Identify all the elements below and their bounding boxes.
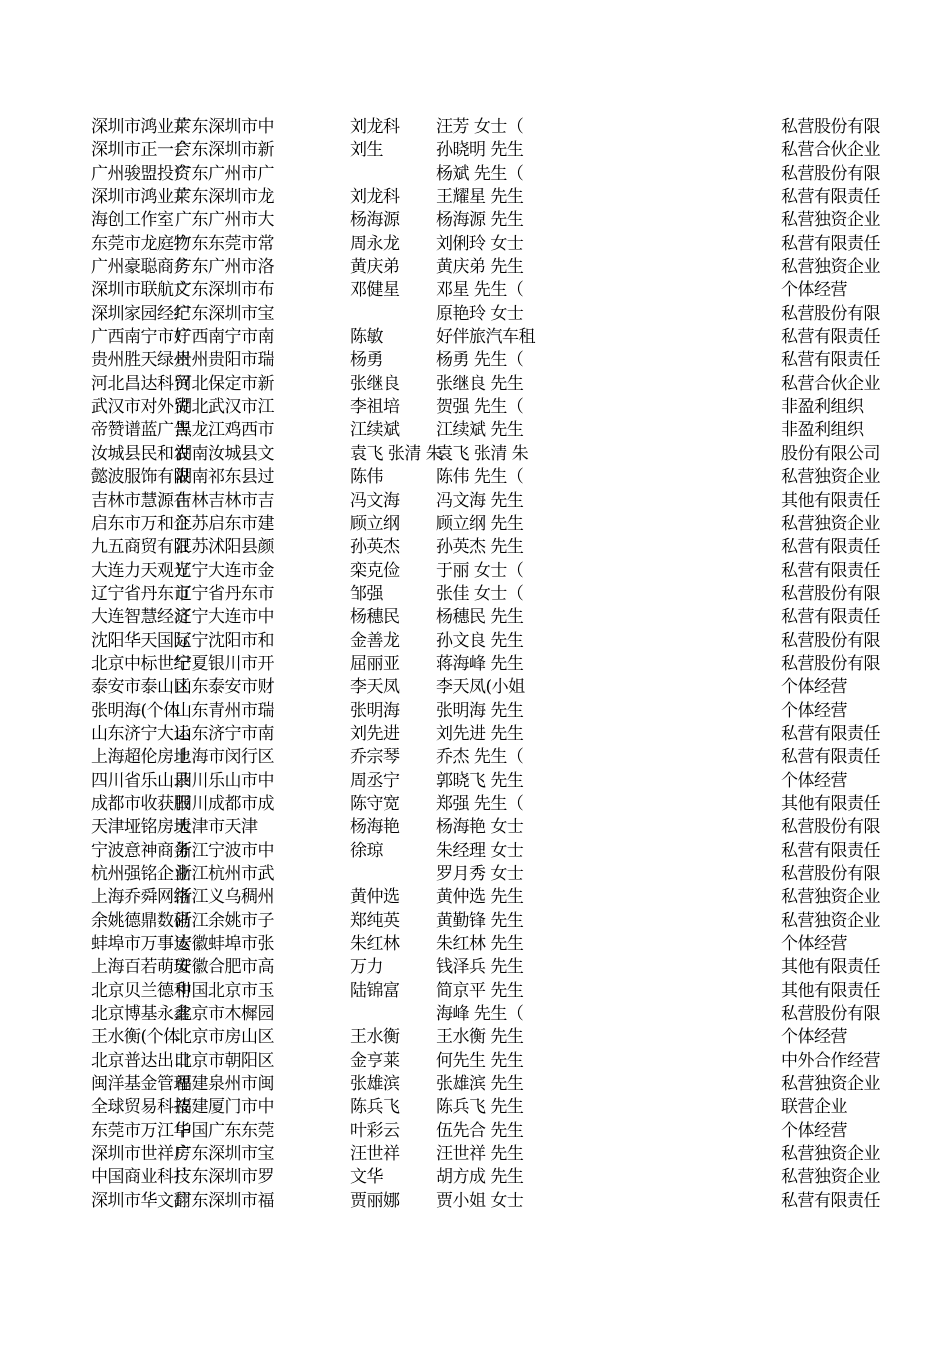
company-type-cell: 其他有限责任 [781, 980, 880, 1001]
company-cell: 北京中标世纪 [91, 653, 190, 674]
address-cell: 广东广州市广 [175, 163, 274, 184]
table-row [0, 256, 950, 279]
legal-rep-cell: 孙英杰 [350, 537, 400, 558]
table-row [0, 186, 950, 209]
legal-rep-cell: 陈兵飞 [350, 1097, 400, 1118]
contact-cell: 冯文海 先生 [436, 490, 524, 511]
table-row [0, 606, 950, 629]
company-cell: 帝赞谱蓝广告 [91, 420, 190, 441]
spreadsheet-table [0, 116, 950, 1213]
company-type-cell: 私营有限责任 [781, 537, 880, 558]
address-cell: 福建厦门市中 [175, 1097, 274, 1118]
address-cell: 湖南祁东县过 [175, 467, 274, 488]
company-type-cell: 私营股份有限 [781, 117, 880, 137]
contact-cell: 邓星 先生（ [436, 280, 524, 301]
legal-rep-cell: 江续斌 [350, 420, 400, 441]
contact-cell: 乔杰 先生（ [436, 747, 524, 768]
address-cell: 北京市房山区 [175, 1027, 274, 1048]
table-row [0, 139, 950, 162]
table-row [0, 816, 950, 839]
company-cell: 大连力天观光 [91, 560, 190, 581]
company-cell: 贵州胜天绿州 [91, 350, 190, 371]
legal-rep-cell: 屈丽亚 [350, 653, 400, 674]
table-row [0, 910, 950, 933]
address-cell: 贵州贵阳市瑞 [175, 350, 274, 371]
legal-rep-cell: 刘龙科 [350, 117, 400, 137]
contact-cell: 孙英杰 先生 [436, 537, 524, 558]
legal-rep-cell: 刘先进 [350, 723, 400, 744]
company-cell: 深圳市联航文 [91, 280, 190, 301]
address-cell: 天津市天津 [175, 817, 258, 838]
company-cell: 杭州强铭企业 [91, 864, 190, 884]
company-cell: 深圳市世祥房 [91, 1144, 190, 1165]
company-cell: 广州豪聪商务 [91, 257, 190, 278]
address-cell: 广东东莞市常 [175, 233, 274, 254]
legal-rep-cell: 黄仲选 [350, 887, 400, 908]
table-row [0, 980, 950, 1003]
company-type-cell: 其他有限责任 [781, 490, 880, 511]
contact-cell: 郭晓飞 先生 [436, 770, 524, 791]
table-row [0, 1026, 950, 1049]
table-row [0, 746, 950, 769]
company-type-cell: 个体经营 [781, 677, 847, 698]
company-cell: 懿波服饰有限 [91, 467, 190, 488]
contact-cell: 黄庆弟 先生 [436, 257, 524, 278]
legal-rep-cell: 陈守宽 [350, 793, 400, 814]
address-cell: 安徽蚌埠市张 [175, 934, 274, 955]
address-cell: 广东广州市大 [175, 210, 274, 231]
contact-cell: 杨海源 先生 [436, 210, 524, 231]
address-cell: 江苏沭阳县颜 [175, 537, 274, 558]
legal-rep-cell: 冯文海 [350, 490, 400, 511]
company-cell: 北京博基永鑫 [91, 1004, 190, 1025]
company-type-cell: 私营有限责任 [781, 723, 880, 744]
company-cell: 上海超伦房地 [91, 747, 190, 768]
company-type-cell: 个体经营 [781, 1027, 847, 1048]
table-row [0, 863, 950, 886]
company-cell: 东莞市万江华 [91, 1120, 190, 1141]
contact-cell: 江续斌 先生 [436, 420, 524, 441]
legal-rep-cell: 周丞宁 [350, 770, 400, 791]
legal-rep-cell: 陆锦富 [350, 980, 400, 1001]
company-cell: 天津垭铭房地 [91, 817, 190, 838]
company-type-cell: 私营股份有限 [781, 583, 880, 604]
table-row [0, 653, 950, 676]
table-row [0, 373, 950, 396]
legal-rep-cell: 顾立纲 [350, 513, 400, 534]
contact-cell: 钱泽兵 先生 [436, 957, 524, 978]
legal-rep-cell: 汪世祥 [350, 1144, 400, 1165]
table-row [0, 326, 950, 349]
contact-cell: 汪世祥 先生 [436, 1144, 524, 1165]
company-type-cell: 私营合伙企业 [781, 373, 880, 394]
company-type-cell: 私营独资企业 [781, 1074, 880, 1095]
company-type-cell: 中外合作经营 [781, 1050, 880, 1071]
table-row [0, 723, 950, 746]
contact-cell: 伍先合 先生 [436, 1120, 524, 1141]
contact-cell: 贺强 先生（ [436, 397, 524, 418]
contact-cell: 罗月秀 女士 [436, 864, 524, 884]
company-cell: 山东济宁大运 [91, 723, 190, 744]
company-type-cell: 私营独资企业 [781, 910, 880, 931]
legal-rep-cell: 陈敏 [350, 327, 383, 348]
company-cell: 启东市万和企 [91, 513, 190, 534]
address-cell: 中国北京市玉 [175, 980, 274, 1001]
contact-cell: 孙文良 先生 [436, 630, 524, 651]
table-row [0, 770, 950, 793]
address-cell: 河北保定市新 [175, 373, 274, 394]
table-row [0, 1143, 950, 1166]
contact-cell: 孙晓明 先生 [436, 140, 524, 161]
address-cell: 广东深圳市龙 [175, 187, 274, 208]
company-type-cell: 私营独资企业 [781, 1167, 880, 1188]
company-cell: 沈阳华天国际 [91, 630, 190, 651]
contact-cell: 胡方成 先生 [436, 1167, 524, 1188]
address-cell: 湖南汝城县文 [175, 443, 274, 464]
table-row [0, 233, 950, 256]
address-cell: 广东深圳市福 [175, 1190, 274, 1211]
address-cell: 上海市闵行区 [175, 747, 274, 768]
address-cell: 山东青州市瑞 [175, 700, 274, 721]
company-cell: 北京贝兰德利 [91, 980, 190, 1001]
legal-rep-cell: 金亨莱 [350, 1050, 400, 1071]
table-row [0, 1096, 950, 1119]
company-cell: 上海百若萌斑 [91, 957, 190, 978]
table-row [0, 490, 950, 513]
contact-cell: 朱经理 女士 [436, 840, 524, 861]
company-cell: 成都市收获服 [91, 793, 190, 814]
company-cell: 广西南宁市好 [91, 327, 190, 348]
address-cell: 山东济宁市南 [175, 723, 274, 744]
legal-rep-cell: 文华 [350, 1167, 383, 1188]
contact-cell: 杨斌 先生（ [436, 163, 524, 184]
legal-rep-cell: 邓健星 [350, 280, 400, 301]
company-cell: 深圳市鸿业莱 [91, 187, 190, 208]
table-row [0, 700, 950, 723]
company-cell: 北京普达出口 [91, 1050, 190, 1071]
legal-rep-cell: 叶彩云 [350, 1120, 400, 1141]
company-type-cell: 非盈利组织 [781, 420, 864, 441]
table-row [0, 1120, 950, 1143]
legal-rep-cell: 黄庆弟 [350, 257, 400, 278]
company-type-cell: 私营有限责任 [781, 840, 880, 861]
company-cell: 余姚德鼎数码 [91, 910, 190, 931]
legal-rep-cell: 杨海艳 [350, 817, 400, 838]
contact-cell: 郑强 先生（ [436, 793, 524, 814]
company-cell: 海创工作室 [91, 210, 174, 231]
contact-cell: 贾小姐 女士 [436, 1190, 524, 1211]
company-cell: 大连智慧经济 [91, 607, 190, 628]
table-row [0, 956, 950, 979]
company-cell: 全球贸易科技 [91, 1097, 190, 1118]
table-row [0, 536, 950, 559]
company-type-cell: 私营股份有限 [781, 163, 880, 184]
contact-cell: 海峰 先生（ [436, 1004, 524, 1025]
address-cell: 山东泰安市财 [175, 677, 274, 698]
legal-rep-cell: 贾丽娜 [350, 1190, 400, 1211]
company-type-cell: 私营有限责任 [781, 350, 880, 371]
company-type-cell: 私营有限责任 [781, 233, 880, 254]
company-type-cell: 个体经营 [781, 1120, 847, 1141]
address-cell: 黑龙江鸡西市 [175, 420, 274, 441]
legal-rep-cell: 刘生 [350, 140, 383, 161]
contact-cell: 好伴旅汽车租 [436, 327, 535, 348]
company-cell: 深圳家园经纪 [91, 303, 190, 324]
company-type-cell: 私营独资企业 [781, 513, 880, 534]
contact-cell: 王耀星 先生 [436, 187, 524, 208]
company-type-cell: 股份有限公司 [781, 443, 880, 464]
contact-cell: 杨穗民 先生 [436, 607, 524, 628]
address-cell: 四川成都市成 [175, 793, 274, 814]
company-type-cell: 私营独资企业 [781, 210, 880, 231]
contact-cell: 陈兵飞 先生 [436, 1097, 524, 1118]
company-cell: 泰安市泰山区 [91, 677, 190, 698]
table-row [0, 349, 950, 372]
company-type-cell: 私营股份有限 [781, 630, 880, 651]
company-cell: 王水衡(个体 [91, 1027, 180, 1048]
company-cell: 宁波意神商务 [91, 840, 190, 861]
table-row [0, 1003, 950, 1026]
table-row [0, 466, 950, 489]
legal-rep-cell: 栾克俭 [350, 560, 400, 581]
contact-cell: 蒋海峰 先生 [436, 653, 524, 674]
contact-cell: 黄仲选 先生 [436, 887, 524, 908]
company-type-cell: 私营有限责任 [781, 607, 880, 628]
company-cell: 深圳市鸿业莱 [91, 117, 190, 137]
legal-rep-cell: 万力 [350, 957, 383, 978]
company-type-cell: 非盈利组织 [781, 397, 864, 418]
table-row [0, 116, 950, 139]
contact-cell: 王水衡 先生 [436, 1027, 524, 1048]
contact-cell: 杨勇 先生（ [436, 350, 524, 371]
address-cell: 辽宁大连市中 [175, 607, 274, 628]
legal-rep-cell: 朱红林 [350, 934, 400, 955]
table-row [0, 303, 950, 326]
company-type-cell: 私营有限责任 [781, 187, 880, 208]
table-row [0, 886, 950, 909]
legal-rep-cell: 王水衡 [350, 1027, 400, 1048]
company-type-cell: 私营股份有限 [781, 817, 880, 838]
company-cell: 中国商业科技 [91, 1167, 190, 1188]
company-type-cell: 私营有限责任 [781, 560, 880, 581]
table-row [0, 933, 950, 956]
company-type-cell: 其他有限责任 [781, 793, 880, 814]
legal-rep-cell: 徐琼 [350, 840, 383, 861]
legal-rep-cell: 李祖培 [350, 397, 400, 418]
company-cell: 汝城县民和农 [91, 443, 190, 464]
legal-rep-cell: 刘龙科 [350, 187, 400, 208]
legal-rep-cell: 袁飞 张清 朱 [350, 443, 443, 464]
company-cell: 河北昌达科贸 [91, 373, 190, 394]
address-cell: 浙江宁波市中 [175, 840, 274, 861]
table-row [0, 793, 950, 816]
legal-rep-cell: 张雄滨 [350, 1074, 400, 1095]
contact-cell: 顾立纲 先生 [436, 513, 524, 534]
address-cell: 安徽合肥市高 [175, 957, 274, 978]
company-type-cell: 私营股份有限 [781, 864, 880, 884]
company-type-cell: 私营有限责任 [781, 1190, 880, 1211]
company-type-cell: 个体经营 [781, 700, 847, 721]
company-cell: 东莞市龙庭物 [91, 233, 190, 254]
company-cell: 蚌埠市万事达 [91, 934, 190, 955]
company-type-cell: 联营企业 [781, 1097, 847, 1118]
table-row [0, 396, 950, 419]
company-type-cell: 其他有限责任 [781, 957, 880, 978]
company-cell: 九五商贸有限 [91, 537, 190, 558]
table-row [0, 676, 950, 699]
table-row [0, 1166, 950, 1189]
address-cell: 宁夏银川市开 [175, 653, 274, 674]
company-cell: 深圳市正一会 [91, 140, 190, 161]
contact-cell: 杨海艳 女士 [436, 817, 524, 838]
table-row [0, 1190, 950, 1213]
address-cell: 浙江杭州市武 [175, 864, 274, 884]
table-row [0, 583, 950, 606]
table-row [0, 209, 950, 232]
contact-cell: 刘先进 先生 [436, 723, 524, 744]
table-row [0, 1073, 950, 1096]
address-cell: 广西南宁市南 [175, 327, 274, 348]
table-row [0, 840, 950, 863]
legal-rep-cell: 乔宗琴 [350, 747, 400, 768]
company-type-cell: 私营股份有限 [781, 653, 880, 674]
table-row [0, 419, 950, 442]
table-row [0, 1050, 950, 1073]
contact-cell: 张明海 先生 [436, 700, 524, 721]
company-type-cell: 私营独资企业 [781, 257, 880, 278]
contact-cell: 张佳 女士（ [436, 583, 524, 604]
contact-cell: 简京平 先生 [436, 980, 524, 1001]
company-cell: 广州骏盟投资 [91, 163, 190, 184]
legal-rep-cell: 杨穗民 [350, 607, 400, 628]
address-cell: 辽宁大连市金 [175, 560, 274, 581]
company-cell: 深圳市华文翻 [91, 1190, 190, 1211]
contact-cell: 何先生 先生 [436, 1050, 524, 1071]
legal-rep-cell: 李天凤 [350, 677, 400, 698]
company-type-cell: 私营股份有限 [781, 303, 880, 324]
legal-rep-cell: 张继良 [350, 373, 400, 394]
address-cell: 吉林吉林市吉 [175, 490, 274, 511]
table-row [0, 443, 950, 466]
address-cell: 广东深圳市布 [175, 280, 274, 301]
table-row [0, 630, 950, 653]
contact-cell: 汪芳 女士（ [436, 117, 524, 137]
legal-rep-cell: 郑纯英 [350, 910, 400, 931]
company-type-cell: 个体经营 [781, 280, 847, 301]
table-row [0, 279, 950, 302]
table-row [0, 560, 950, 583]
legal-rep-cell: 杨海源 [350, 210, 400, 231]
contact-cell: 袁飞 张清 朱 [436, 443, 529, 464]
company-type-cell: 私营有限责任 [781, 327, 880, 348]
address-cell: 中国广东东莞 [175, 1120, 274, 1141]
address-cell: 四川乐山市中 [175, 770, 274, 791]
contact-cell: 陈伟 先生（ [436, 467, 524, 488]
contact-cell: 原艳玲 女士 [436, 303, 524, 324]
legal-rep-cell: 邹强 [350, 583, 383, 604]
table-row [0, 163, 950, 186]
address-cell: 广东深圳市宝 [175, 303, 274, 324]
address-cell: 浙江义乌稠州 [175, 887, 274, 908]
address-cell: 福建泉州市闽 [175, 1074, 274, 1095]
legal-rep-cell: 陈伟 [350, 467, 383, 488]
address-cell: 广东深圳市中 [175, 117, 274, 137]
company-cell: 上海乔舜网络 [91, 887, 190, 908]
company-cell: 吉林市慧源在 [91, 490, 190, 511]
address-cell: 广东深圳市罗 [175, 1167, 274, 1188]
legal-rep-cell: 周永龙 [350, 233, 400, 254]
address-cell: 辽宁省丹东市 [175, 583, 274, 604]
address-cell: 江苏启东市建 [175, 513, 274, 534]
company-type-cell: 私营有限责任 [781, 747, 880, 768]
legal-rep-cell: 张明海 [350, 700, 400, 721]
contact-cell: 朱红林 先生 [436, 934, 524, 955]
address-cell: 广东深圳市宝 [175, 1144, 274, 1165]
contact-cell: 张继良 先生 [436, 373, 524, 394]
address-cell: 广东广州市洛 [175, 257, 274, 278]
address-cell: 北京市朝阳区 [175, 1050, 274, 1071]
address-cell: 辽宁沈阳市和 [175, 630, 274, 651]
company-cell: 张明海(个体 [91, 700, 180, 721]
company-cell: 武汉市对外贸 [91, 397, 190, 418]
legal-rep-cell: 金善龙 [350, 630, 400, 651]
table-row [0, 513, 950, 536]
address-cell: 广东深圳市新 [175, 140, 274, 161]
address-cell: 浙江余姚市子 [175, 910, 274, 931]
address-cell: 北京市木樨园 [175, 1004, 274, 1025]
contact-cell: 刘俐玲 女士 [436, 233, 524, 254]
company-type-cell: 个体经营 [781, 934, 847, 955]
company-type-cell: 个体经营 [781, 770, 847, 791]
legal-rep-cell: 杨勇 [350, 350, 383, 371]
contact-cell: 李天凤(小姐 [436, 677, 525, 698]
company-cell: 四川省乐山录 [91, 770, 190, 791]
company-cell: 辽宁省丹东市 [91, 583, 190, 604]
company-type-cell: 私营独资企业 [781, 1144, 880, 1165]
company-type-cell: 私营独资企业 [781, 887, 880, 908]
contact-cell: 黄勤锋 先生 [436, 910, 524, 931]
company-cell: 闽洋基金管理 [91, 1074, 190, 1095]
contact-cell: 张雄滨 先生 [436, 1074, 524, 1095]
company-type-cell: 私营股份有限 [781, 1004, 880, 1025]
company-type-cell: 私营合伙企业 [781, 140, 880, 161]
contact-cell: 于丽 女士（ [436, 560, 524, 581]
company-type-cell: 私营独资企业 [781, 467, 880, 488]
address-cell: 湖北武汉市江 [175, 397, 274, 418]
